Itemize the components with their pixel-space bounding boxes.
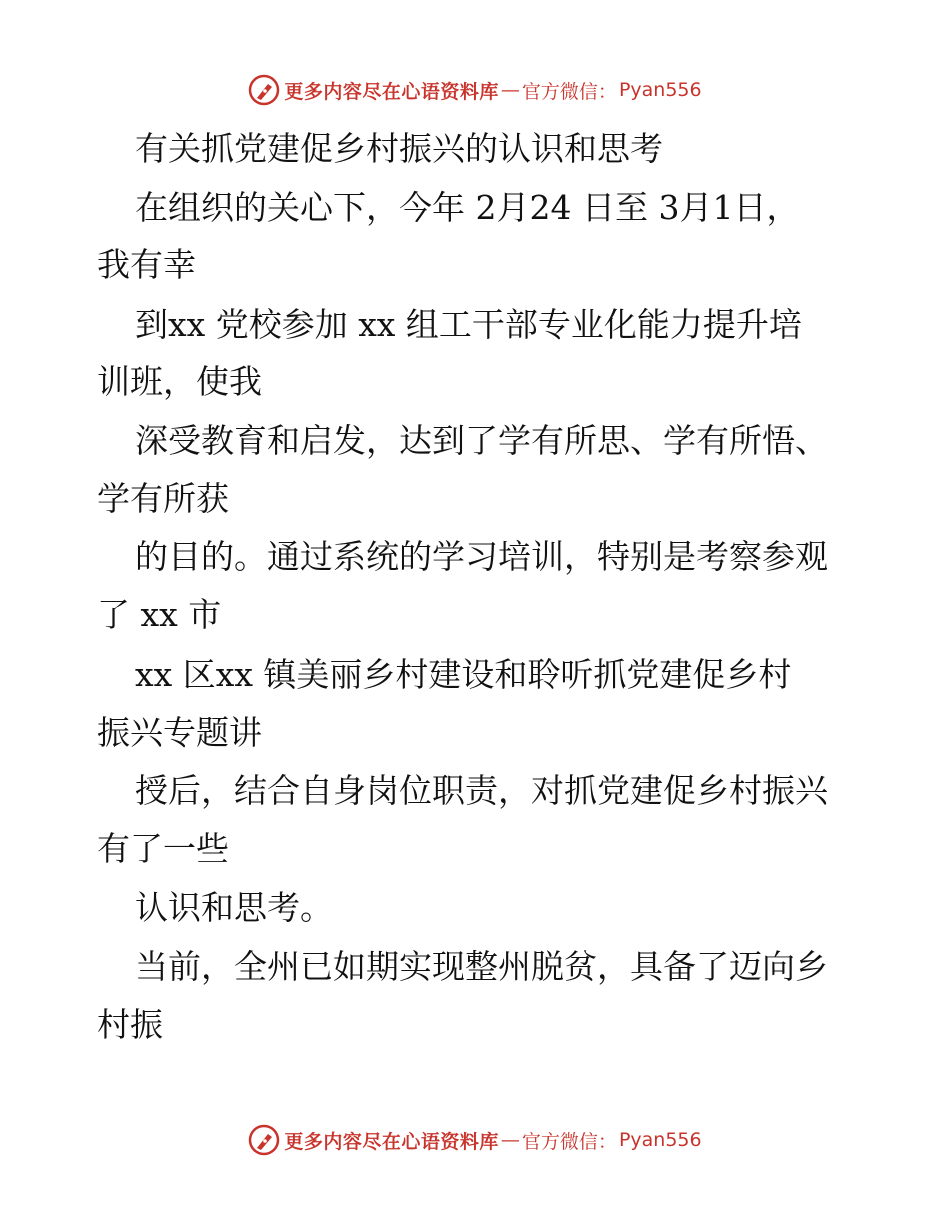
text-line: xx 区xx 镇美丽乡村建设和聆听抓党建促乡村: [135, 655, 792, 694]
text-line: 授后，结合自身岗位职责，对抓党建促乡村振兴: [135, 771, 828, 810]
text-line: 当前，全州已如期实现整州脱贫，具备了迈向乡: [135, 947, 828, 986]
footer-watermark: [0, 1120, 950, 1160]
text-line: 到xx 党校参加 xx 组工干部专业化能力提升培: [135, 305, 802, 344]
text-line: 村振: [97, 1005, 163, 1044]
text-line: 深受教育和启发，达到了学有所思、学有所悟、: [135, 421, 828, 460]
document-title: 有关抓党建促乡村振兴的认识和思考: [135, 129, 663, 168]
footer-wechat-id: Pyan556: [618, 1129, 702, 1151]
footer-brand-text: 更多内容尽在心语资料库: [284, 1130, 499, 1153]
text-line: 振兴专题讲: [97, 713, 262, 752]
header-watermark: [0, 70, 950, 110]
text-line: 学有所获: [97, 479, 229, 518]
footer-brand-dash: —: [500, 1129, 520, 1151]
text-line: 我有幸: [97, 245, 196, 284]
footer-wechat-label: 官方微信：: [521, 1130, 617, 1153]
text-line: 在组织的关心下，今年 2月24 日至 3月1日，: [135, 188, 800, 227]
header-wechat-id: Pyan556: [618, 79, 702, 101]
pen-nib-logo-icon: [248, 1124, 280, 1156]
header-brand-text: 更多内容尽在心语资料库: [284, 80, 499, 103]
text-line: 有了一些: [97, 829, 229, 868]
text-line: 的目的。通过系统的学习培训，特别是考察参观: [135, 537, 828, 576]
text-line: 训班，使我: [97, 362, 262, 401]
header-brand-dash: —: [500, 79, 520, 101]
pen-nib-logo-icon: [248, 74, 280, 106]
text-line: 了 xx 市: [97, 595, 222, 634]
header-wechat-label: 官方微信：: [521, 80, 617, 103]
text-line: 认识和思考。: [135, 888, 333, 927]
